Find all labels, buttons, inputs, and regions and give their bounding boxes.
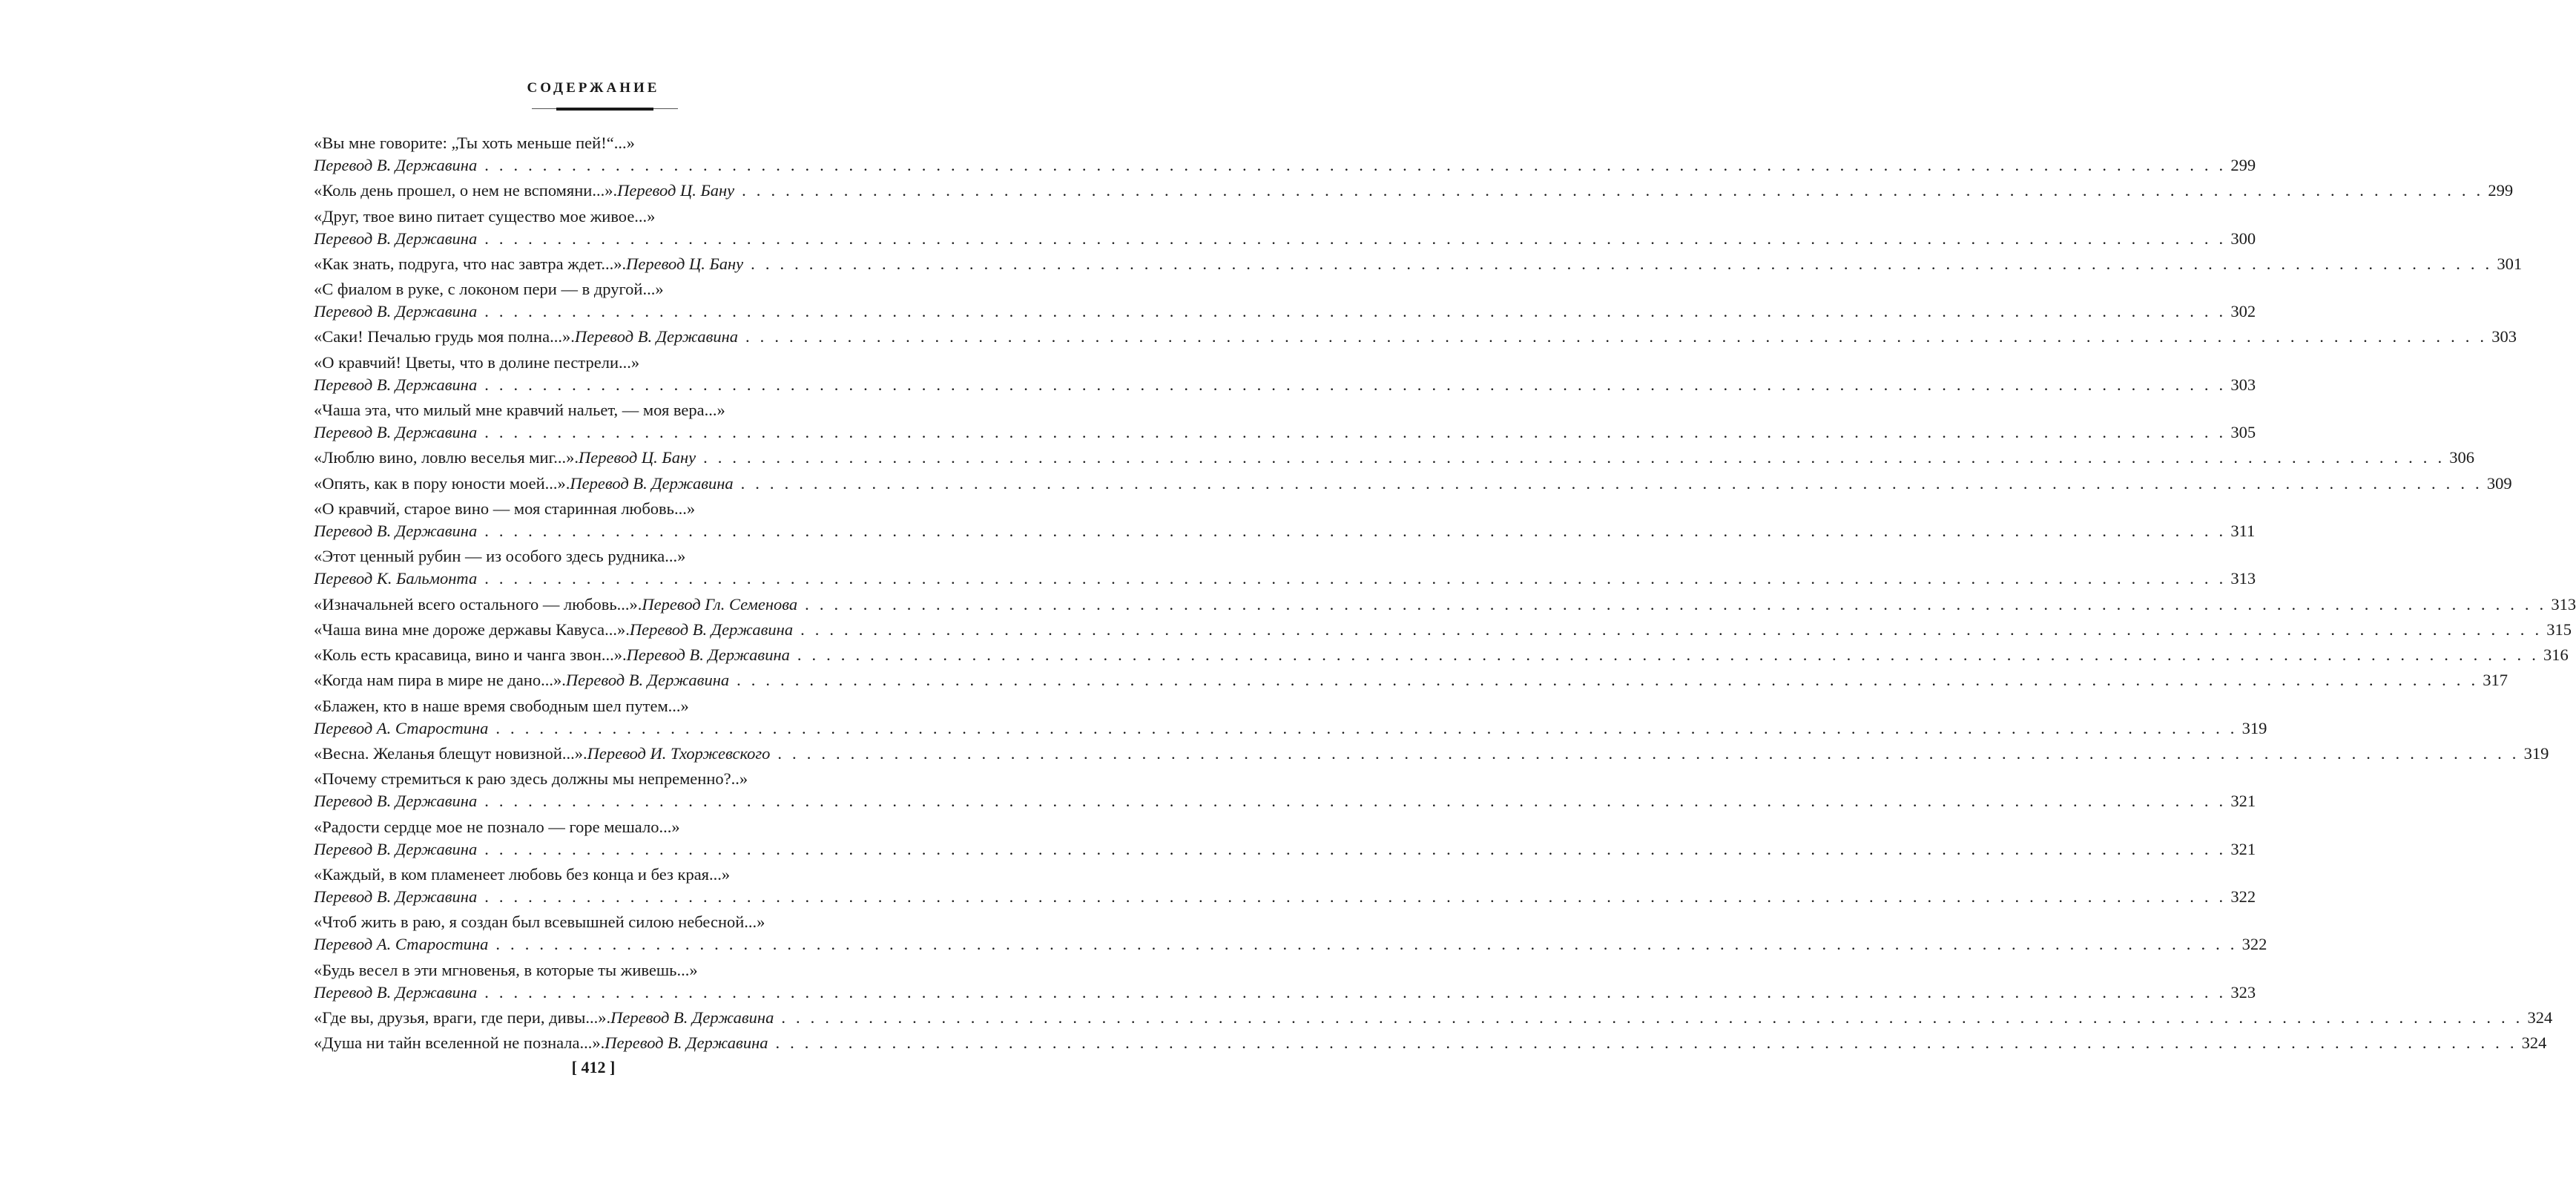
toc-entry-row	[314, 300, 2256, 323]
toc-entry-title: «Друг, твое вино питает существо мое живое...»	[314, 206, 656, 226]
dot-leader: . . . . . . . . . . . . . . . . . . . . . . . . . . . . . . . . . . . . . . . . . . . . . . . . . . . . . . . . . . . . . . . . . . . . . . . . . . . . . . . . . . . . . . . . . . . . . . . . . . . . . . . . . . . . . . . . . . . . . . . .	[484, 302, 2227, 321]
toc-entry-row	[314, 520, 2256, 542]
toc-entry-translator: Перевод В. Державина	[610, 1007, 774, 1027]
dot-leader: . . . . . . . . . . . . . . . . . . . . . . . . . . . . . . . . . . . . . . . . . . . . . . . . . . . . . . . . . . . . . . . . . . . . . . . . . . . . . . . . . . . . . . . . . . . . . . . . . . . . . . . . . . . . . . . . . . . . . . . .	[484, 375, 2227, 394]
toc-entry-page: 321	[2230, 792, 2256, 811]
toc-entry-page: 322	[2230, 887, 2256, 906]
toc-entry-row	[314, 253, 2523, 275]
toc-entry-row	[314, 447, 2475, 469]
toc-entry-translator: Перевод В. Державина	[314, 302, 478, 321]
toc-entry	[314, 768, 2256, 812]
dot-leader: . . . . . . . . . . . . . . . . . . . . . . . . . . . . . . . . . . . . . . . . . . . . . . . . . . . . . . . . . . . . . . . . . . . . . . . . . . . . . . . . . . . . . . . . . . . . . . . . . . . . . . . . . . . . . . . . . . . . . . . .	[484, 521, 2227, 540]
toc-entry-row	[314, 326, 2517, 348]
toc-entry	[314, 399, 2256, 444]
dot-leader: . . . . . . . . . . . . . . . . . . . . . . . . . . . . . . . . . . . . . . . . . . . . . . . . . . . . . . . . . . . . . . . . . . . . . . . . . . . . . . . . . . . . . . . . . . . . . . . . . . . . . . . . . . . . . . . . . . . . . . . .	[781, 1007, 2523, 1027]
toc-entry	[314, 864, 2256, 908]
toc-entry-title: «Почему стремиться к раю здесь должны мы непременно?..»	[314, 769, 748, 789]
toc-entry-translator: Перевод В. Державина	[314, 982, 478, 1002]
toc-entry-page: 306	[2449, 448, 2475, 467]
toc-entry-row	[314, 473, 2512, 495]
toc-entry-title: «Когда нам пира в мире не дано...».	[314, 671, 566, 690]
toc-entry	[314, 816, 2256, 861]
toc-entry-page: 322	[2241, 935, 2267, 954]
toc-entry	[314, 644, 2569, 666]
toc-entry-title: «Этот ценный рубин — из особого здесь рудника...»	[314, 547, 686, 566]
toc-entry-title: «Чтоб жить в раю, я создан был всевышней силою небесной...»	[314, 913, 765, 932]
toc-entry-translator: Перевод В. Державина	[314, 375, 478, 394]
dot-leader: . . . . . . . . . . . . . . . . . . . . . . . . . . . . . . . . . . . . . . . . . . . . . . . . . . . . . . . . . . . . . . . . . . . . . . . . . . . . . . . . . . . . . . . . . . . . . . . . . . . . . . . . . . . . . . . . . . . . . . . .	[703, 448, 2445, 467]
toc-entry-translator: Перевод И. Тхоржевского	[587, 744, 771, 763]
dot-leader: . . . . . . . . . . . . . . . . . . . . . . . . . . . . . . . . . . . . . . . . . . . . . . . . . . . . . . . . . . . . . . . . . . . . . . . . . . . . . . . . . . . . . . . . . . . . . . . . . . . . . . . . . . . . . . . . . . . . . . . .	[800, 619, 2543, 639]
toc-entry	[314, 180, 2514, 202]
toc-entry-row	[314, 594, 2576, 616]
toc-entry-translator: Перевод В. Державина	[629, 619, 794, 639]
toc-entry-translator: Перевод В. Державина	[314, 156, 478, 174]
toc-entry-title: «Каждый, в ком пламенеет любовь без конца и без края...»	[314, 864, 731, 884]
toc-entry	[314, 743, 2549, 765]
dot-leader: . . . . . . . . . . . . . . . . . . . . . . . . . . . . . . . . . . . . . . . . . . . . . . . . . . . . . . . . . . . . . . . . . . . . . . . . . . . . . . . . . . . . . . . . . . . . . . . . . . . . . . . . . . . . . . . . . . . . . . . .	[484, 839, 2227, 858]
toc-entry-title: «Блажен, кто в наше время свободным шел путем...»	[314, 696, 689, 715]
toc-entry-translator: Перевод Ц. Бану	[617, 181, 735, 200]
toc-entry-translator: Перевод В. Державина	[605, 1033, 768, 1053]
dot-leader: . . . . . . . . . . . . . . . . . . . . . . . . . . . . . . . . . . . . . . . . . . . . . . . . . . . . . . . . . . . . . . . . . . . . . . . . . . . . . . . . . . . . . . . . . . . . . . . . . . . . . . . . . . . . . . . . . . . . . . . .	[742, 181, 2484, 200]
toc-entry-title: «Весна. Желанья блещут новизной...».	[314, 744, 587, 763]
dot-leader: . . . . . . . . . . . . . . . . . . . . . . . . . . . . . . . . . . . . . . . . . . . . . . . . . . . . . . . . . . . . . . . . . . . . . . . . . . . . . . . . . . . . . . . . . . . . . . . . . . . . . . . . . . . . . . . . . . . . . . . .	[805, 594, 2547, 614]
page-title: СОДЕРЖАНИЕ	[527, 80, 660, 96]
toc-entry-page: 313	[2551, 594, 2576, 614]
toc-entry-row	[314, 421, 2256, 444]
toc-entry-row	[314, 619, 2572, 641]
dot-leader: . . . . . . . . . . . . . . . . . . . . . . . . . . . . . . . . . . . . . . . . . . . . . . . . . . . . . . . . . . . . . . . . . . . . . . . . . . . . . . . . . . . . . . . . . . . . . . . . . . . . . . . . . . . . . . . . . . . . . . . .	[484, 228, 2227, 248]
toc-entry-translator: Перевод Ц. Бану	[626, 254, 744, 273]
toc-entry	[314, 205, 2256, 250]
toc-entry-page: 301	[2497, 254, 2523, 273]
toc-entry-title: «Чаша эта, что милый мне кравчий нальет, — моя вера...»	[314, 401, 725, 420]
toc-entry	[314, 352, 2256, 396]
toc-entry-page: 305	[2230, 423, 2256, 442]
toc-entry-title: «Душа ни тайн вселенной не познала...».	[314, 1033, 605, 1053]
toc-entry-translator: Перевод В. Державина	[574, 327, 739, 346]
toc-entry	[314, 132, 2256, 177]
dot-leader: . . . . . . . . . . . . . . . . . . . . . . . . . . . . . . . . . . . . . . . . . . . . . . . . . . . . . . . . . . . . . . . . . . . . . . . . . . . . . . . . . . . . . . . . . . . . . . . . . . . . . . . . . . . . . . . . . . . . . . . .	[484, 887, 2227, 906]
toc-entry-row	[314, 933, 2267, 956]
toc-entry-row	[314, 568, 2256, 590]
toc-entry	[314, 545, 2256, 590]
toc-entry-translator: Перевод В. Державина	[314, 792, 478, 811]
toc-entry-title: «Изначальней всего остального — любовь...».	[314, 594, 642, 614]
toc-entry-page: 324	[2527, 1007, 2553, 1027]
toc-entry-row	[314, 743, 2549, 765]
dot-leader: . . . . . . . . . . . . . . . . . . . . . . . . . . . . . . . . . . . . . . . . . . . . . . . . . . . . . . . . . . . . . . . . . . . . . . . . . . . . . . . . . . . . . . . . . . . . . . . . . . . . . . . . . . . . . . . . . . . . . . . .	[484, 569, 2227, 588]
toc-entry-page: 317	[2483, 671, 2509, 690]
toc-entry-title: «Как знать, подруга, что нас завтра ждет...».	[314, 254, 627, 273]
toc-entry-page: 303	[2491, 327, 2517, 346]
toc-entry-title: «Где вы, друзья, враги, где пери, дивы...».	[314, 1007, 611, 1027]
dot-leader: . . . . . . . . . . . . . . . . . . . . . . . . . . . . . . . . . . . . . . . . . . . . . . . . . . . . . . . . . . . . . . . . . . . . . . . . . . . . . . . . . . . . . . . . . . . . . . . . . . . . . . . . . . . . . . . . . . . . . . . .	[484, 982, 2227, 1002]
toc-entry-row	[314, 669, 2509, 691]
toc-entry-translator: Перевод В. Державина	[570, 473, 734, 493]
toc-entry	[314, 669, 2509, 691]
toc-entry	[314, 911, 2267, 956]
toc-entry-page: 316	[2543, 645, 2569, 665]
toc-entry-page: 323	[2230, 982, 2256, 1002]
toc-entry-title: «Будь весел в эти мгновенья, в которые ты живешь...»	[314, 960, 698, 979]
toc-entry-row	[314, 228, 2256, 250]
toc-entry-page: 299	[2230, 156, 2256, 174]
dot-leader: . . . . . . . . . . . . . . . . . . . . . . . . . . . . . . . . . . . . . . . . . . . . . . . . . . . . . . . . . . . . . . . . . . . . . . . . . . . . . . . . . . . . . . . . . . . . . . . . . . . . . . . . . . . . . . . . . . . . . . . .	[777, 744, 2520, 763]
toc-entry	[314, 253, 2523, 275]
dot-leader: . . . . . . . . . . . . . . . . . . . . . . . . . . . . . . . . . . . . . . . . . . . . . . . . . . . . . . . . . . . . . . . . . . . . . . . . . . . . . . . . . . . . . . . . . . . . . . . . . . . . . . . . . . . . . . . . . . . . . . . .	[495, 718, 2238, 737]
toc-entry-page: 303	[2230, 375, 2256, 394]
title-rule-thick	[556, 108, 653, 111]
toc-entry-row	[314, 1007, 2553, 1029]
toc-entry-title: «О кравчий! Цветы, что в долине пестрели...»	[314, 352, 640, 372]
toc-entry-translator: Перевод А. Старостина	[314, 935, 489, 954]
toc-entry-translator: Перевод А. Старостина	[314, 718, 489, 737]
toc-entry	[314, 326, 2517, 348]
toc-entry	[314, 695, 2267, 740]
toc-entry-page: 300	[2230, 228, 2256, 248]
toc-entry	[314, 1007, 2553, 1029]
toc-entry-translator: Перевод В. Державина	[626, 645, 790, 665]
toc-entry-page: 324	[2521, 1033, 2547, 1053]
toc-entry	[314, 473, 2512, 495]
toc-entry-title: «Коль день прошел, о нем не вспомяни...».	[314, 181, 618, 200]
page-number: [ 412 ]	[571, 1058, 616, 1076]
toc-entry-translator: Перевод В. Державина	[314, 839, 478, 858]
toc-entry-row	[314, 180, 2514, 202]
dot-leader: . . . . . . . . . . . . . . . . . . . . . . . . . . . . . . . . . . . . . . . . . . . . . . . . . . . . . . . . . . . . . . . . . . . . . . . . . . . . . . . . . . . . . . . . . . . . . . . . . . . . . . . . . . . . . . . . . . . . . . . .	[745, 327, 2488, 346]
toc-entry-translator: Перевод В. Державина	[565, 671, 730, 690]
toc-entry-translator: Перевод Гл. Семенова	[642, 594, 798, 614]
toc-entry-title: «Вы мне говорите: „Ты хоть меньше пей!“...»	[314, 134, 635, 152]
toc-entry	[314, 959, 2256, 1004]
dot-leader: . . . . . . . . . . . . . . . . . . . . . . . . . . . . . . . . . . . . . . . . . . . . . . . . . . . . . . . . . . . . . . . . . . . . . . . . . . . . . . . . . . . . . . . . . . . . . . . . . . . . . . . . . . . . . . . . . . . . . . . .	[495, 935, 2238, 954]
toc-entry-row	[314, 374, 2256, 396]
toc-entry-row	[314, 790, 2256, 812]
toc-entry-title: «О кравчий, старое вино — моя старинная любовь...»	[314, 499, 696, 518]
toc-entry-row	[314, 838, 2256, 861]
toc-entry-page: 321	[2230, 839, 2256, 858]
toc-entry	[314, 594, 2576, 616]
toc-entry-translator: Перевод Ц. Бану	[579, 448, 696, 467]
toc-entry	[314, 278, 2256, 323]
toc-entry-title: «Саки! Печалью грудь моя полна...».	[314, 327, 575, 346]
toc-entry-page: 309	[2486, 473, 2512, 493]
toc-entry-row	[314, 717, 2267, 740]
toc-entry	[314, 1032, 2547, 1054]
toc-entry-page: 311	[2230, 521, 2256, 540]
dot-leader: . . . . . . . . . . . . . . . . . . . . . . . . . . . . . . . . . . . . . . . . . . . . . . . . . . . . . . . . . . . . . . . . . . . . . . . . . . . . . . . . . . . . . . . . . . . . . . . . . . . . . . . . . . . . . . . . . . . . . . . .	[484, 156, 2227, 174]
dot-leader: . . . . . . . . . . . . . . . . . . . . . . . . . . . . . . . . . . . . . . . . . . . . . . . . . . . . . . . . . . . . . . . . . . . . . . . . . . . . . . . . . . . . . . . . . . . . . . . . . . . . . . . . . . . . . . . . . . . . . . . .	[751, 254, 2493, 273]
toc-entry-title: «Люблю вино, ловлю веселья миг...».	[314, 448, 579, 467]
dot-leader: . . . . . . . . . . . . . . . . . . . . . . . . . . . . . . . . . . . . . . . . . . . . . . . . . . . . . . . . . . . . . . . . . . . . . . . . . . . . . . . . . . . . . . . . . . . . . . . . . . . . . . . . . . . . . . . . . . . . . . . .	[797, 645, 2540, 665]
toc-entry-title: «Опять, как в пору юности моей...».	[314, 473, 570, 493]
dot-leader: . . . . . . . . . . . . . . . . . . . . . . . . . . . . . . . . . . . . . . . . . . . . . . . . . . . . . . . . . . . . . . . . . . . . . . . . . . . . . . . . . . . . . . . . . . . . . . . . . . . . . . . . . . . . . . . . . . . . . . . .	[484, 792, 2227, 811]
toc-entry-title: «Радости сердце мое не познало — горе мешало...»	[314, 817, 680, 836]
toc-entry-translator: Перевод В. Державина	[314, 521, 478, 540]
dot-leader: . . . . . . . . . . . . . . . . . . . . . . . . . . . . . . . . . . . . . . . . . . . . . . . . . . . . . . . . . . . . . . . . . . . . . . . . . . . . . . . . . . . . . . . . . . . . . . . . . . . . . . . . . . . . . . . . . . . . . . . .	[740, 473, 2483, 493]
toc-entry-row	[314, 886, 2256, 908]
toc-entry	[314, 498, 2256, 542]
dot-leader: . . . . . . . . . . . . . . . . . . . . . . . . . . . . . . . . . . . . . . . . . . . . . . . . . . . . . . . . . . . . . . . . . . . . . . . . . . . . . . . . . . . . . . . . . . . . . . . . . . . . . . . . . . . . . . . . . . . . . . . .	[737, 671, 2479, 690]
toc-entry-translator: Перевод В. Державина	[314, 228, 478, 248]
toc-entry-translator: Перевод В. Державина	[314, 423, 478, 442]
toc-entry-page: 313	[2230, 569, 2256, 588]
toc-entry-row	[314, 1032, 2547, 1054]
toc-entry-row	[314, 154, 2256, 177]
dot-leader: . . . . . . . . . . . . . . . . . . . . . . . . . . . . . . . . . . . . . . . . . . . . . . . . . . . . . . . . . . . . . . . . . . . . . . . . . . . . . . . . . . . . . . . . . . . . . . . . . . . . . . . . . . . . . . . . . . . . . . . .	[484, 423, 2227, 442]
toc-entry-page: 315	[2546, 619, 2572, 639]
toc-entry	[314, 619, 2572, 641]
toc-entry-row	[314, 644, 2569, 666]
toc-entry-title: «С фиалом в руке, с локоном пери — в другой...»	[314, 280, 664, 299]
toc-entry-page: 319	[2241, 718, 2267, 737]
toc-entry-title: «Чаша вина мне дороже державы Кавуса...».	[314, 619, 630, 639]
toc-entry-page: 319	[2523, 744, 2549, 763]
toc-entry-page: 299	[2488, 181, 2514, 200]
dot-leader: . . . . . . . . . . . . . . . . . . . . . . . . . . . . . . . . . . . . . . . . . . . . . . . . . . . . . . . . . . . . . . . . . . . . . . . . . . . . . . . . . . . . . . . . . . . . . . . . . . . . . . . . . . . . . . . . . . . . . . . .	[775, 1033, 2517, 1053]
toc-entry	[314, 447, 2475, 469]
toc-entry-page: 302	[2230, 302, 2256, 321]
toc-entry-translator: Перевод В. Державина	[314, 887, 478, 906]
toc-entry-title: «Коль есть красавица, вино и чанга звон...».	[314, 645, 627, 665]
toc-entry-translator: Перевод К. Бальмонта	[314, 569, 478, 588]
toc-entry-row	[314, 982, 2256, 1004]
table-of-contents	[314, 132, 2576, 1057]
